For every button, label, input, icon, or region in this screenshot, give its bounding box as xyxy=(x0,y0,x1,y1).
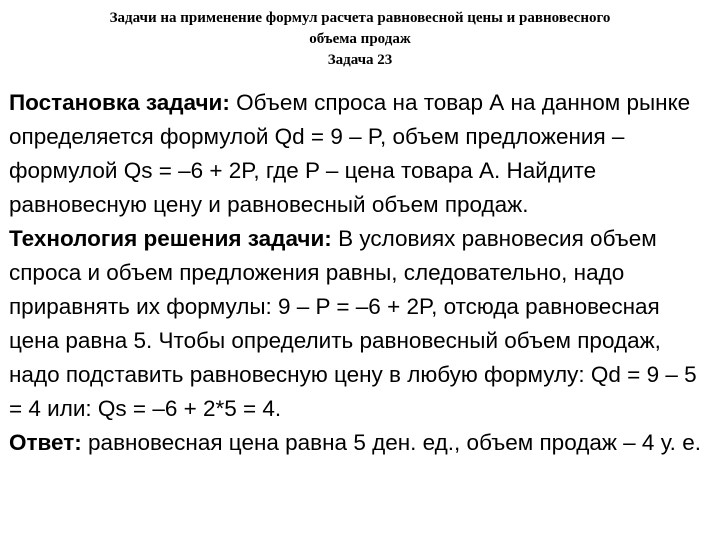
solution-method xyxy=(9,222,714,426)
document-body xyxy=(9,86,714,460)
solution-heading: Технология решения задачи: xyxy=(9,226,332,251)
answer-heading: Ответ: xyxy=(9,430,82,455)
header-title-line-1: Задачи на применение формул расчета равновесной цены и равновесного xyxy=(109,10,611,26)
problem-statement xyxy=(9,86,714,222)
answer xyxy=(9,426,714,460)
document-header xyxy=(20,8,700,71)
solution-text: В условиях равновесия объем спроса и объем предложения равны, следовательно, надо приравнять их формулы: 9 – P = –6 + 2P, отсюда равновесная цена равна 5. Чтобы определить равновесный объем продаж, надо подставить равновесную цену в любую формулу: Qd = 9 – 5 = 4 или: Qs = –6 + 2*5 = 4. xyxy=(9,226,697,421)
header-title-line-2: объема продаж xyxy=(309,31,411,47)
answer-text: равновесная цена равна 5 ден. ед., объем продаж – 4 у. е. xyxy=(81,430,701,455)
problem-text: Объем спроса на товар А на данном рынке определяется формулой Qd = 9 – P, объем предложения – формулой Qs = –6 + 2P, где P – цена товара А. Найдите равновесную цену и равновесный объем продаж. xyxy=(9,90,691,217)
problem-heading: Постановка задачи: xyxy=(9,90,230,115)
task-number: Задача 23 xyxy=(327,52,393,68)
